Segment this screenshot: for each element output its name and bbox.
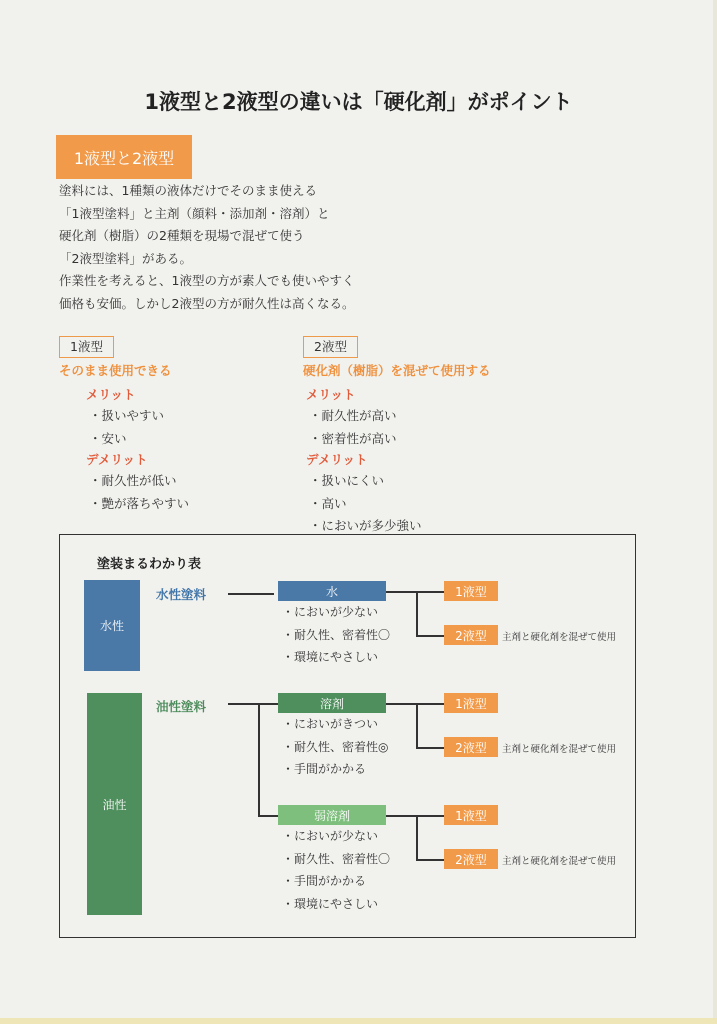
intro-line: 「2液型塗料」がある。 [59, 250, 192, 266]
one-part-subtitle: そのまま使用できる [59, 363, 172, 378]
page-title: 1液型と2液型の違いは「硬化剤」がポイント [144, 90, 573, 114]
solvent-weak-solvent-props [282, 825, 390, 915]
summary-table [59, 534, 636, 938]
merit-heading: メリット [306, 387, 356, 402]
connector-line [258, 815, 278, 817]
property-item: ・手間がかかる [282, 874, 367, 888]
merit-item: ・扱いやすい [89, 408, 165, 423]
two-part-column [303, 336, 491, 538]
connector-line [258, 703, 260, 815]
connector-line [228, 593, 274, 595]
connector-line [228, 703, 278, 705]
demerit-heading: デメリット [86, 452, 148, 467]
demerit-heading: デメリット [306, 452, 368, 467]
water-paint-label: 水性塗料 [156, 587, 207, 602]
two-part-tag: 2液型 [444, 849, 498, 869]
oil-based-tile: 油性 [87, 693, 142, 915]
two-part-label: 2液型 [303, 336, 358, 358]
merit-heading: メリット [86, 387, 136, 402]
solvent-water-box: 水 [278, 581, 386, 601]
connector-line [416, 747, 444, 749]
property-item: ・耐久性、密着性〇 [282, 851, 391, 866]
intro-line: 価格も安価。しかし2液型の方が耐久性は高くなる。 [59, 295, 355, 311]
property-item: ・手間がかかる [282, 762, 367, 776]
two-part-note: 主剤と硬化剤を混ぜて使用 [502, 632, 617, 643]
one-part-column [59, 336, 189, 515]
one-part-label: 1液型 [59, 336, 114, 358]
connector-line [416, 859, 444, 861]
solvent-weak-solvent-box: 弱溶剤 [278, 805, 386, 825]
section-tag: 1液型と2液型 [56, 135, 192, 179]
connector-line [416, 591, 418, 635]
two-part-tag: 2液型 [444, 625, 498, 645]
two-part-note: 主剤と硬化剤を混ぜて使用 [502, 744, 617, 755]
property-item: ・においが少ない [282, 605, 379, 619]
connector-line [416, 635, 444, 637]
demerit-item: ・においが多少強い [309, 518, 422, 533]
intro-line: 塗料には、1種類の液体だけでそのまま使える [59, 183, 317, 198]
two-part-tag: 2液型 [444, 737, 498, 757]
intro-text [59, 180, 354, 315]
demerit-item: ・扱いにくい [309, 473, 385, 488]
demerit-item: ・高い [309, 495, 347, 511]
table-title: 塗装まるわかり表 [97, 557, 202, 572]
water-based-tile: 水性 [84, 580, 140, 671]
two-part-note: 主剤と硬化剤を混ぜて使用 [502, 856, 617, 867]
one-part-tag: 1液型 [444, 581, 498, 601]
paper-edge-bottom [0, 1018, 717, 1024]
intro-line: 「1液型塗料」と主剤（顔料・添加剤・溶剤）と [59, 205, 330, 221]
oil-paint-label: 油性塗料 [156, 699, 207, 714]
solvent-solvent-box: 溶剤 [278, 693, 386, 713]
solvent-solvent-props [282, 713, 388, 781]
connector-line [416, 815, 418, 859]
intro-line: 硬化剤（樹脂）の2種類を現場で混ぜて使う [59, 228, 305, 243]
connector-line [416, 703, 418, 747]
merit-item: ・安い [89, 430, 127, 446]
merit-item: ・密着性が高い [309, 430, 397, 446]
intro-line: 作業性を考えると、1液型の方が素人でも使いやすく [59, 273, 355, 288]
property-item: ・環境にやさしい [282, 650, 379, 664]
one-part-tag: 1液型 [444, 805, 498, 825]
demerit-item: ・耐久性が低い [89, 473, 177, 488]
property-item: ・耐久性、密着性◎ [282, 739, 389, 754]
solvent-water-props [282, 601, 390, 669]
one-part-tag: 1液型 [444, 693, 498, 713]
property-item: ・においがきつい [282, 717, 379, 731]
property-item: ・環境にやさしい [282, 896, 379, 911]
two-part-subtitle: 硬化剤（樹脂）を混ぜて使用する [303, 363, 491, 378]
merit-item: ・耐久性が高い [309, 408, 397, 423]
paper-edge [713, 0, 717, 1024]
property-item: ・耐久性、密着性〇 [282, 627, 391, 642]
demerit-item: ・艶が落ちやすい [89, 495, 190, 511]
property-item: ・においが少ない [282, 829, 379, 843]
